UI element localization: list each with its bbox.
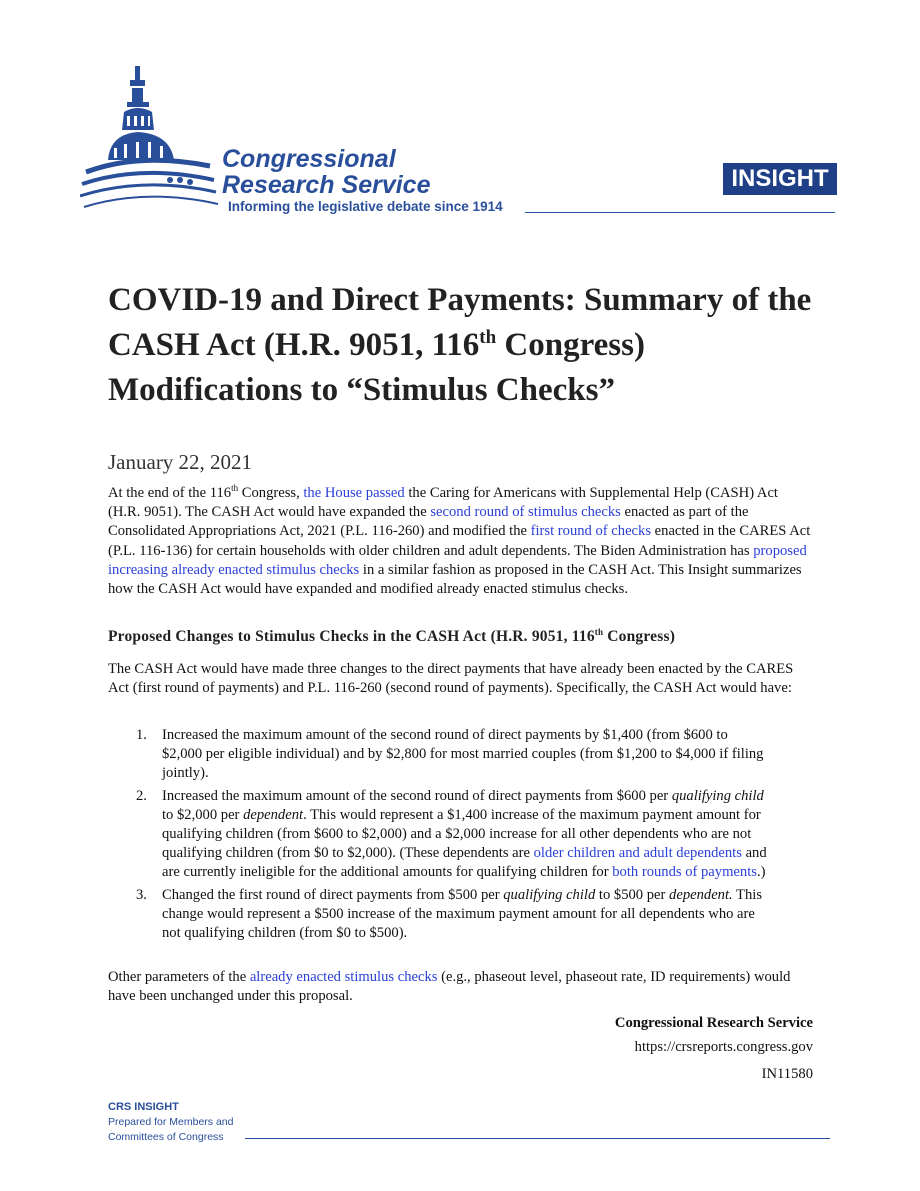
brand-line-2: Research Service [222,171,431,199]
intro-paragraph: At the end of the 116th Congress, the House passed the Caring for Americans with Supplemental Help (CASH) Act (H.R. 9051). The CASH Act would have expanded the second round of stimulus checks enacted as part of the Consolidated Appropriations Act, 2021 (P.L. 116-260) and modified the first round of checks enacted in the CARES Act (P.L. 116-136) for certain households with older children and adult dependents. The Biden Administration has proposed increasing already enacted stimulus checks in a similar fashion as proposed in the CASH Act. This Insight summarizes how the CASH Act would have expanded and modified already enacted stimulus checks. [108,483,811,598]
crs-insight-footer [108,1100,233,1145]
changes-list [108,726,768,946]
link-already-enacted[interactable]: already enacted stimulus checks [249,969,438,985]
footer-crs-insight: CRS INSIGHT [108,1101,179,1113]
insight-badge: INSIGHT [723,163,837,195]
footer-org: Congressional Research Service [614,1015,813,1031]
link-house-passed[interactable]: the House passed [303,485,405,501]
link-first-round[interactable]: first round of checks [530,523,652,540]
closing-paragraph: Other parameters of the already enacted stimulus checks (e.g., phaseout level, phaseout rate, ID requirements) would have been unchanged under this proposal. [108,969,791,1005]
capitol-dome-icon [80,64,220,214]
footer-url[interactable]: https://crsreports.congress.gov [634,1039,813,1055]
link-both-rounds[interactable]: both rounds of payments [612,864,757,881]
crs-tagline: Informing the legislative debate since 1914 [228,199,503,214]
publish-date: January 22, 2021 [108,450,253,474]
brand-line-1: Congressional [222,145,396,173]
header-rule [525,212,835,213]
section-lead: The CASH Act would have made three changes to the direct payments that have already been enacted by the CARES Act (first round of payments) and P.L. 116-260 (second round of payments). Specifically, the CASH Act would have: [108,661,794,697]
link-second-round[interactable]: second round of stimulus checks [430,504,621,521]
link-biden-proposal[interactable]: proposed increasing already enacted stimulus checks [108,542,807,578]
crs-brand [222,146,430,198]
footer-prepared-for: Prepared for Members and [108,1116,234,1128]
link-older-children[interactable]: older children and adult dependents [533,845,742,862]
list-item: 3. Changed the first round of direct payments from $500 per qualifying child to $500 per dependent. This change would represent a $500 increase of the maximum payment amount for all dependents who are not qualifying children (from $0 to $500). [136,886,763,942]
list-item: 2. Increased the maximum amount of the second round of direct payments from $600 per qualifying child to $2,000 per dependent. This would represent a $1,400 increase of the maximum payment amount for qualifying children (from $600 to $2,000) and a $2,000 increase for all other dependents who are not qualifying children (from $0 to $2,000). (These dependents are older children and adult dependents and are currently ineligible for the additional amounts for qualifying children for both rounds of payments.) [136,787,767,881]
footer-report-id: IN11580 [761,1066,813,1082]
page-title: COVID-19 and Direct Payments: Summary of the CASH Act (H.R. 9051, 116th Congress) Modifications to “Stimulus Checks” [108,282,812,408]
section-heading: Proposed Changes to Stimulus Checks in the CASH Act (H.R. 9051, 116th Congress) [108,626,676,645]
footer-rule [245,1138,830,1139]
footer-committees: Committees of Congress [108,1131,224,1143]
list-item: 1. Increased the maximum amount of the second round of direct payments by $1,400 (from $600 to $2,000 per eligible individual) and by $2,800 for most married couples (from $1,200 to $4,000 if filing jointly). [136,727,764,782]
